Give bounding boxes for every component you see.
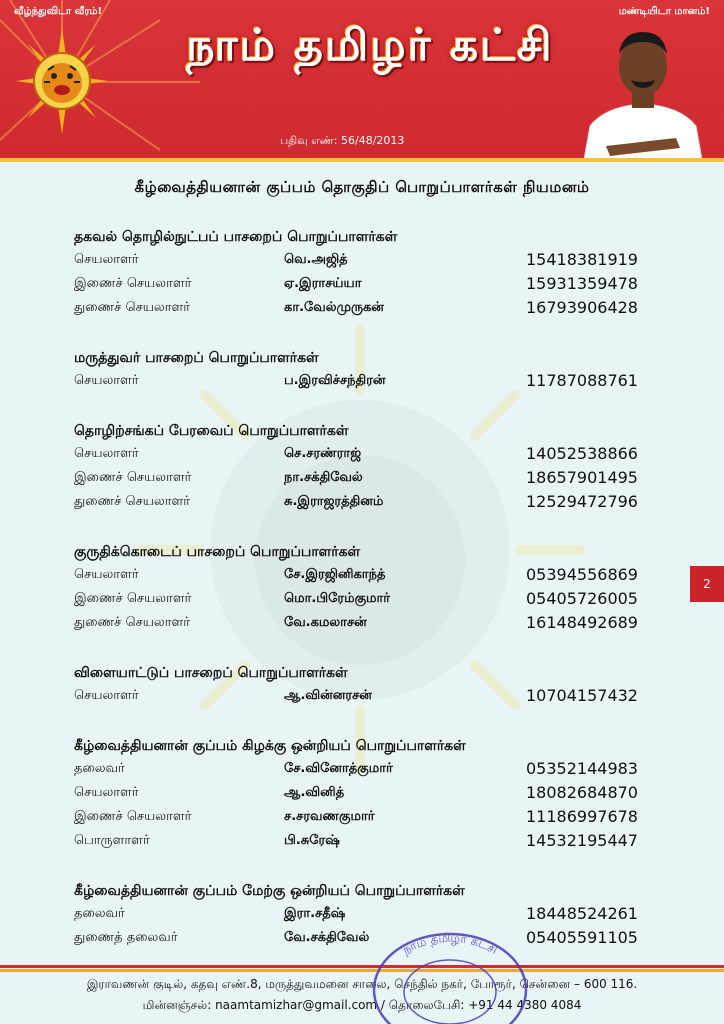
footer-address: இராவணன் குடில், கதவு எண்.8, மருத்துவமனை சாலை, செந்தில் நகர், போரூர், சென்னை – 600 116. — [86, 977, 638, 991]
role-label: செயலாளர் — [74, 785, 139, 800]
appointee-name: சு.இராஜரத்தினம் — [284, 494, 384, 509]
role-label: துணைச் செயலாளர் — [74, 615, 191, 630]
section-title: மருத்துவர் பாசறைப் பொறுப்பாளர்கள் — [74, 350, 319, 366]
appointee-row — [74, 781, 654, 805]
section-title: தகவல் தொழில்நுட்பப் பாசறைப் பொறுப்பாளர்கள் — [74, 229, 398, 245]
letterhead-header — [0, 0, 724, 160]
registration-number: பதிவு எண்: 56/48/2013 — [280, 134, 405, 147]
membership-number: 11787088761 — [526, 371, 638, 390]
appointee-name: இரா.சதீஷ் — [284, 906, 346, 921]
appointee-name: பி.சுரேஷ் — [284, 833, 340, 848]
appointee-name: ப.இரவிச்சந்திரன் — [284, 373, 386, 388]
section-title: கீழ்வைத்தியனான் குப்பம் கிழக்கு ஒன்றியப் பொறுப்பாளர்கள் — [74, 738, 466, 754]
appointee-row — [74, 902, 654, 926]
appointee-name: செ.சரண்ராஜ் — [284, 446, 362, 461]
footer-contact: மின்னஞ்சல்: naamtamizhar@gmail.com / தொலைபேசி: +91 44 4380 4084 — [142, 998, 582, 1012]
appointee-name: நா.சக்திவேல் — [284, 470, 363, 485]
appointment-section — [74, 735, 654, 853]
membership-number: 18448524261 — [526, 904, 638, 923]
role-label: தலைவர் — [74, 906, 125, 921]
appointment-section — [74, 662, 654, 708]
appointee-row — [74, 563, 654, 587]
appointee-row — [74, 369, 654, 393]
membership-number: 11186997678 — [526, 807, 638, 826]
appointee-row — [74, 587, 654, 611]
membership-number: 05405591105 — [526, 928, 638, 947]
appointee-row — [74, 296, 654, 320]
role-label: இணைச் செயலாளர் — [74, 276, 192, 291]
membership-number: 15931359478 — [526, 274, 638, 293]
appointee-name: மொ.பிரேம்குமார் — [284, 591, 391, 606]
page-title: கீழ்வைத்தியனான் குப்பம் தொகுதிப் பொறுப்பாளர்கள் நியமனம் — [134, 178, 590, 196]
stamp-text: நாம் தமிழர் கட்சி — [400, 930, 500, 958]
slogan-right: மண்டியிடா மானம்! — [618, 6, 710, 17]
slogan-left: வீழ்ந்துவிடா வீரம்! — [14, 6, 103, 17]
membership-number: 14052538866 — [526, 444, 638, 463]
appointee-row — [74, 272, 654, 296]
membership-number: 05405726005 — [526, 589, 638, 608]
appointment-sections — [74, 226, 654, 977]
role-label: துணைத் தலைவர் — [74, 930, 178, 945]
membership-number: 15418381919 — [526, 250, 638, 269]
footer-divider-red — [0, 965, 724, 968]
role-label: செயலாளர் — [74, 446, 139, 461]
role-label: செயலாளர் — [74, 252, 139, 267]
section-title: கீழ்வைத்தியனான் குப்பம் மேற்கு ஒன்றியப் பொறுப்பாளர்கள் — [74, 883, 465, 899]
appointee-name: சே.இரஜினிகாந்த் — [284, 567, 386, 582]
appointee-row — [74, 466, 654, 490]
role-label: துணைச் செயலாளர் — [74, 300, 191, 315]
party-name: நாம் தமிழர் கட்சி — [186, 20, 554, 71]
role-label: இணைச் செயலாளர் — [74, 470, 192, 485]
party-seal-stamp — [370, 930, 530, 1024]
section-title: விளையாட்டுப் பாசறைப் பொறுப்பாளர்கள் — [74, 665, 348, 681]
appointee-row — [74, 611, 654, 635]
appointee-row — [74, 684, 654, 708]
membership-number: 05394556869 — [526, 565, 638, 584]
membership-number: 16148492689 — [526, 613, 638, 632]
appointee-row — [74, 829, 654, 853]
appointee-name: ஆ.வின்னரசன் — [284, 688, 372, 703]
appointment-section — [74, 347, 654, 393]
membership-number: 05352144983 — [526, 759, 638, 778]
membership-number: 18082684870 — [526, 783, 638, 802]
appointee-row — [74, 757, 654, 781]
role-label: இணைச் செயலாளர் — [74, 809, 192, 824]
appointee-row — [74, 926, 654, 950]
appointee-row — [74, 442, 654, 466]
appointee-name: வே.சக்திவேல் — [284, 930, 370, 945]
page-number-badge: 2 — [690, 566, 724, 602]
role-label: இணைச் செயலாளர் — [74, 591, 192, 606]
appointee-name: வே.கமலாசன் — [284, 615, 367, 630]
role-label: தலைவர் — [74, 761, 125, 776]
appointee-name: ச.சரவணகுமார் — [284, 809, 375, 824]
role-label: செயலாளர் — [74, 688, 139, 703]
appointee-name: சே.வினோத்குமார் — [284, 761, 393, 776]
appointment-section — [74, 226, 654, 320]
membership-number: 16793906428 — [526, 298, 638, 317]
appointee-name: கா.வேல்முருகன் — [284, 300, 384, 315]
membership-number: 12529472796 — [526, 492, 638, 511]
appointee-row — [74, 805, 654, 829]
appointee-name: வெ.அஜித் — [284, 252, 348, 267]
role-label: செயலாளர் — [74, 567, 139, 582]
header-divider — [0, 158, 724, 162]
appointee-name: ஏ.இராசய்யா — [284, 276, 362, 291]
section-title: குருதிக்கொடைப் பாசறைப் பொறுப்பாளர்கள் — [74, 544, 361, 560]
tiger-emblem-logo — [14, 26, 110, 136]
leader-portrait — [576, 14, 710, 160]
role-label: துணைச் செயலாளர் — [74, 494, 191, 509]
membership-number: 10704157432 — [526, 686, 638, 705]
section-title: தொழிற்சங்கப் பேரவைப் பொறுப்பாளர்கள் — [74, 423, 349, 439]
role-label: செயலாளர் — [74, 373, 139, 388]
membership-number: 14532195447 — [526, 831, 638, 850]
appointee-name: ஆ.வினித் — [284, 785, 345, 800]
footer-divider-yellow — [0, 969, 724, 972]
appointee-row — [74, 248, 654, 272]
role-label: பொருளாளர் — [74, 833, 150, 848]
appointment-section — [74, 880, 654, 950]
appointee-row — [74, 490, 654, 514]
membership-number: 18657901495 — [526, 468, 638, 487]
appointment-section — [74, 541, 654, 635]
appointment-section — [74, 420, 654, 514]
